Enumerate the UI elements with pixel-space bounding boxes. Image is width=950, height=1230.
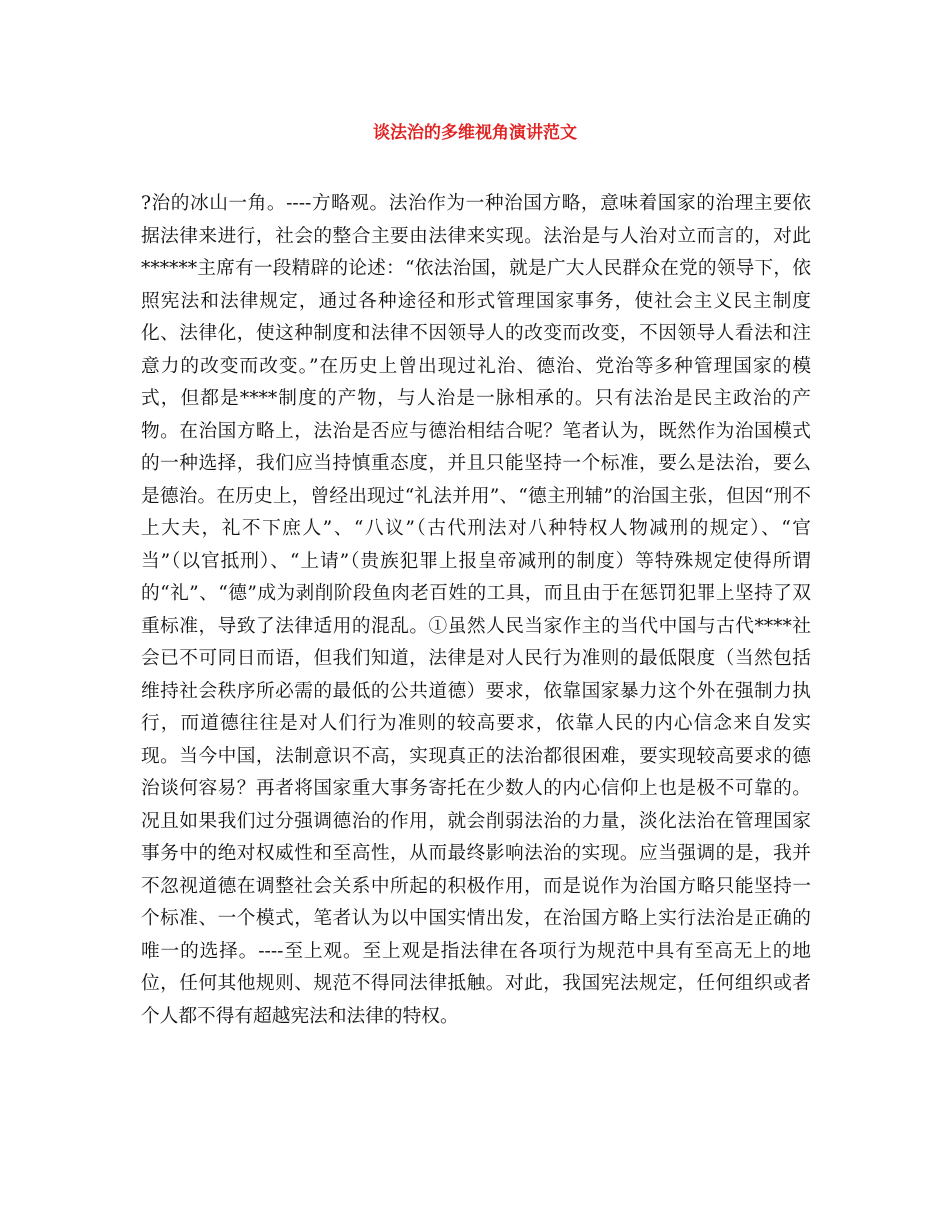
body-paragraph: ?治的冰山一角。----方略观。法治作为一种治国方略，意味着国家的治理主要依据法律来进行，社会的整合主要由法律来实现。法治是与人治对立而言的，对此******主席有一段精辟的论述：“依法治国，就是广大人民群众在党的领导下，依照宪法和法律规定，通过各种途径和形式管理国家事务，使社会主义民主制度化、法律化，使这种制度和法律不因领导人的改变而改变，不因领导人看法和注意力的改变而改变。”在历史上曾出现过礼治、德治、党治等多种管理国家的模式，但都是****制度的产物，与人治是一脉相承的。只有法治是民主政治的产物。在治国方略上，法治是否应与德治相结合呢？笔者认为，既然作为治国模式的一种选择，我们应当持慎重态度，并且只能坚持一个标准，要么是法治，要么是德治。在历史上，曾经出现过“礼法并用”、“德主刑辅”的治国主张，但因“刑不上大夫，礼不下庶人”、“八议”（古代刑法对八种特权人物减刑的规定）、“官当”（以官抵刑）、“上请”（贵族犯罪上报皇帝减刑的制度）等特殊规定使得所谓的“礼”、“德”成为剥削阶段鱼肉老百姓的工具，而且由于在惩罚犯罪上坚持了双重标准，导致了法律适用的混乱。①虽然人民当家作主的当代中国与古代****社会已不可同日而语，但我们知道，法律是对人民行为准则的最低限度（当然包括维持社会秩序所必需的最低的公共道德）要求，依靠国家暴力这个外在强制力执行，而道德往往是对人们行为准则的较高要求，依靠人民的内心信念来自发实现。当今中国，法制意识不高，实现真正的法治都很困难，要实现较高要求的德治谈何容易？再者将国家重大事务寄托在少数人的内心信仰上也是极不可靠的。况且如果我们过分强调德治的作用，就会削弱法治的力量，淡化法治在管理国家事务中的绝对权威性和至高性，从而最终影响法治的实现。应当强调的是，我并不忽视道德在调整社会关系中所起的积极作用，而是说作为治国方略只能坚持一个标准、一个模式，笔者认为以中国实情出发，在治国方略上实行法治是正确的唯一的选择。----至上观。至上观是指法律在各项行为规范中具有至高无上的地位，任何其他规则、规范不得同法律抵触。对此，我国宪法规定，任何组织或者个人都不得有超越宪法和法律的特权。 — [141, 193, 811, 1027]
document-title: 谈法治的多维视角演讲范文 — [373, 123, 577, 143]
